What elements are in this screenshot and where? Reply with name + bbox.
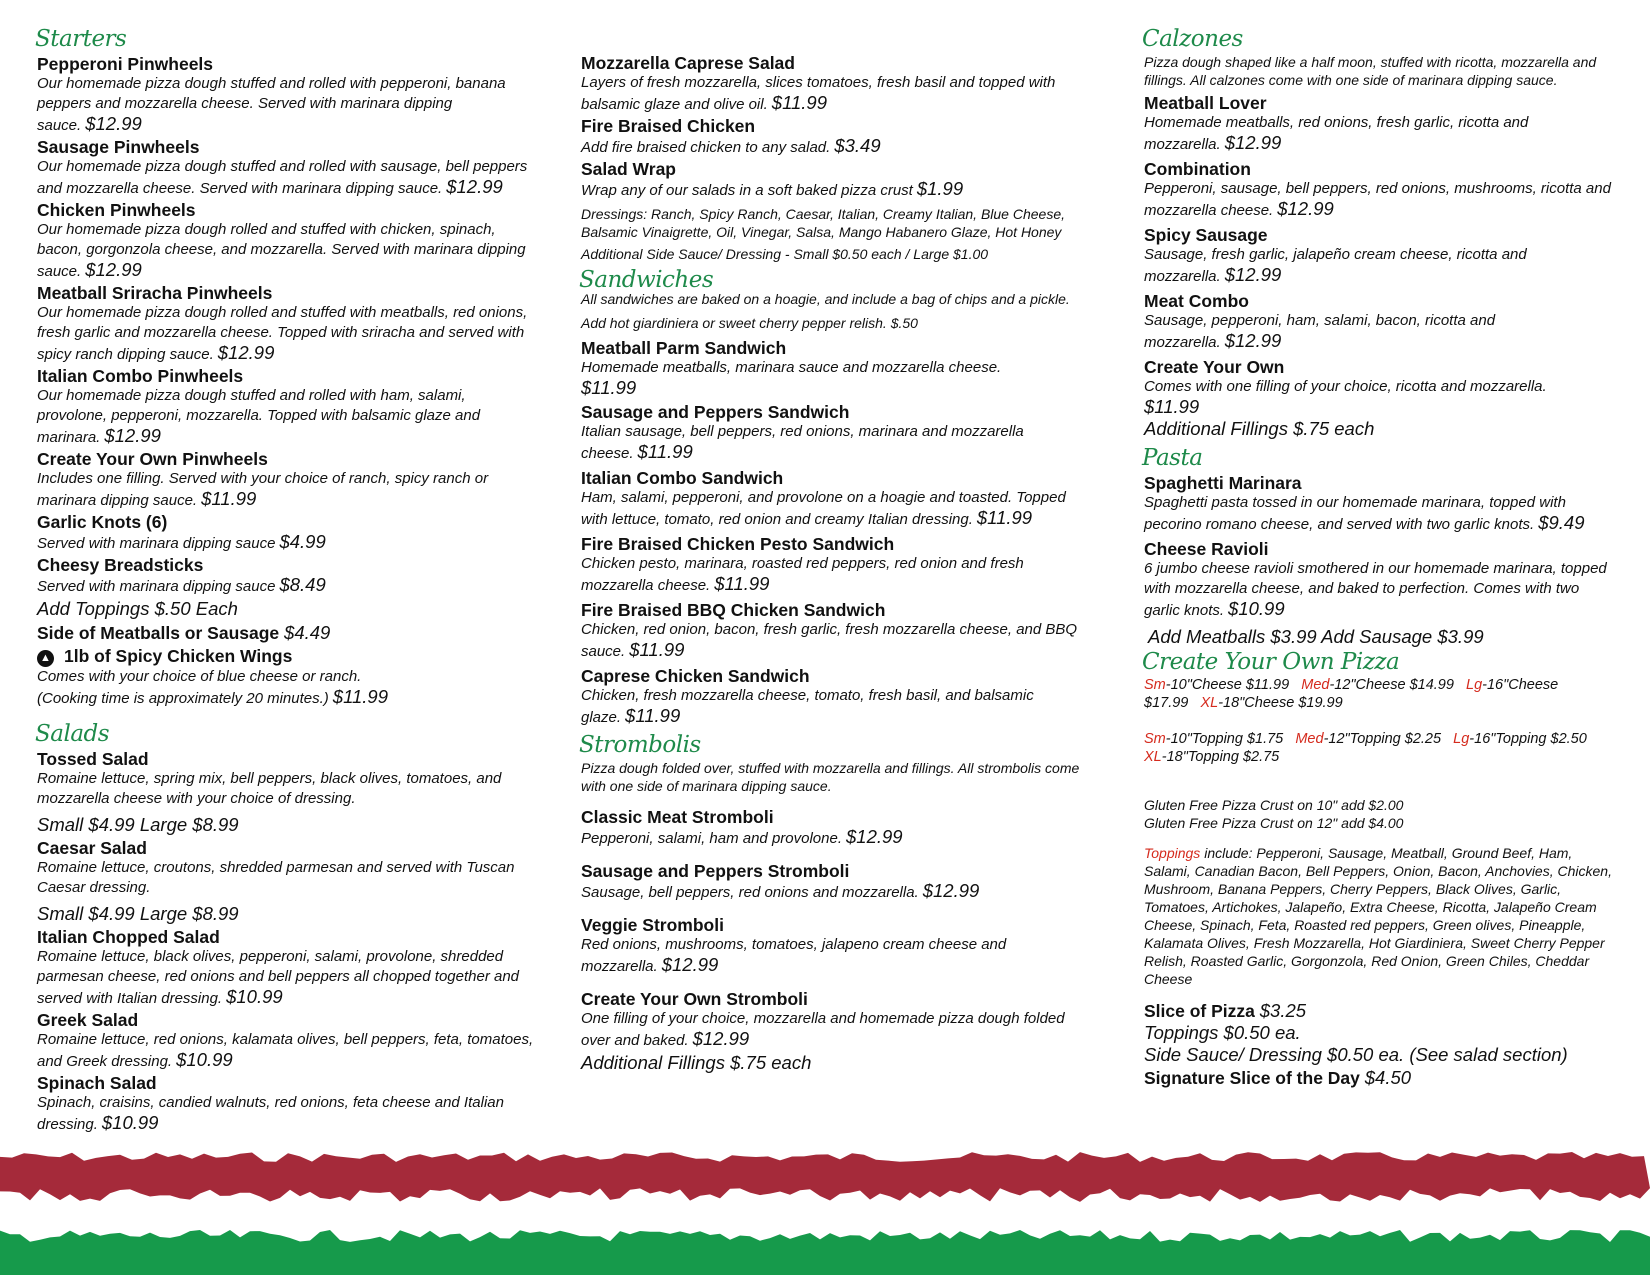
- menu-column-1: [37, 26, 537, 1135]
- section-title-calzones: Calzones: [1142, 26, 1243, 52]
- size-label: Lg: [1466, 677, 1483, 693]
- stromboli-additional: Additional Fillings $.75 each: [581, 1052, 812, 1073]
- item-desc: Romaine lettuce, spring mix, bell peppers, black olives, tomatoes, and mozzarella cheese with your choice of dressing.: [37, 770, 502, 807]
- item-desc: One filling of your choice, mozzarella and homemade pizza dough folded over and baked.: [581, 1010, 1065, 1049]
- item-name: Caprese Chicken Sandwich: [581, 666, 810, 686]
- item-desc: Sausage, bell peppers, red onions and mozzarella.: [581, 884, 919, 901]
- item-name: Garlic Knots (6): [37, 512, 168, 532]
- item-name: Italian Combo Sandwich: [581, 468, 784, 488]
- size-price: -18"Cheese $19.99: [1218, 695, 1343, 711]
- size-label: Med: [1301, 677, 1330, 693]
- pizza-topping-prices: [1144, 730, 1614, 766]
- menu-item: [581, 666, 1081, 728]
- item-desc: Chicken, fresh mozzarella cheese, tomato, fresh basil, and balsamic glaze.: [581, 687, 1034, 726]
- item-name: Sausage Pinwheels: [37, 137, 200, 157]
- item-price: $11.99: [581, 377, 637, 398]
- size-price: -12"Topping $2.25: [1323, 731, 1442, 747]
- menu-item: [581, 159, 1081, 201]
- menu-item: [37, 200, 537, 282]
- flame-icon: ▲: [37, 650, 54, 667]
- size-label: XL: [1144, 749, 1162, 765]
- item-desc: Our homemade pizza dough rolled and stuffed with chicken, spinach, bacon, gorgonzola cheese, and mozzarella. Served with marinara dipping sauce.: [37, 221, 526, 280]
- item-name: Meat Combo: [1144, 291, 1249, 311]
- item-desc: Includes one filling. Served with your choice of ranch, spicy ranch or marinara dipping sauce.: [37, 470, 489, 509]
- size-label: XL: [1200, 695, 1219, 711]
- item-name: Pepperoni Pinwheels: [37, 54, 214, 74]
- menu-item: [37, 927, 537, 1009]
- section-title-strombolis: Strombolis: [579, 732, 701, 758]
- item-price: $11.99: [625, 705, 681, 726]
- item-price: $10.99: [226, 986, 283, 1007]
- menu-item: [37, 646, 537, 709]
- item-price: $10.99: [176, 1049, 233, 1070]
- slice-sauce: Side Sauce/ Dressing $0.50 ea. (See salad section): [1144, 1044, 1568, 1065]
- item-price: $8.49: [279, 574, 326, 595]
- item-name: Italian Combo Pinwheels: [37, 366, 244, 386]
- size-price: -18"Topping $2.75: [1161, 749, 1280, 765]
- item-name: Veggie Stromboli: [581, 915, 724, 935]
- item-desc: Chicken, red onion, bacon, fresh garlic, fresh mozzarella cheese, and BBQ sauce.: [581, 621, 1078, 660]
- menu-item: [581, 807, 1081, 849]
- item-price: $11.99: [714, 573, 770, 594]
- size-label: Med: [1295, 731, 1324, 747]
- item-name: Chicken Pinwheels: [37, 200, 196, 220]
- slice-label: Slice of Pizza: [1144, 1001, 1255, 1021]
- item-name: Greek Salad: [37, 1010, 139, 1030]
- item-price: $12.99: [846, 826, 903, 847]
- item-desc: Pepperoni, sausage, bell peppers, red onions, mushrooms, ricotta and mozzarella cheese.: [1144, 180, 1611, 219]
- item-desc: Romaine lettuce, black olives, pepperoni, salami, provolone, shredded parmesan cheese, red onions and bell peppers all chopped together and served with Italian dressing.: [37, 948, 520, 1007]
- menu-item: [1144, 291, 1614, 353]
- item-desc: Spaghetti pasta tossed in our homemade marinara, topped with pecorino romano cheese, and served with two garlic knots.: [1144, 494, 1566, 533]
- toppings-label: Toppings: [1144, 845, 1201, 861]
- size-price: -16"Cheese $17.99: [1144, 677, 1559, 711]
- menu-item: [37, 838, 537, 926]
- signature-label: Signature Slice of the Day: [1144, 1068, 1360, 1088]
- item-price: $12.99: [661, 954, 719, 975]
- side-sauce-note: Additional Side Sauce/ Dressing - Small $0.50 each / Large $1.00: [581, 246, 989, 262]
- gluten-free-10: Gluten Free Pizza Crust on 10" add $2.00: [1144, 797, 1404, 813]
- item-price: $12.99: [85, 113, 142, 134]
- item-price: $11.99: [976, 507, 1033, 528]
- item-desc: Our homemade pizza dough stuffed and rolled with ham, salami, provolone, pepperoni, mozzarella. Topped with balsamic glaze and marinara.: [37, 387, 481, 446]
- menu-item: [37, 54, 537, 136]
- side-meatballs-label: Side of Meatballs or Sausage: [37, 623, 280, 643]
- item-desc: Sausage, pepperoni, ham, salami, bacon, ricotta and mozzarella.: [1144, 312, 1496, 351]
- section-title-sandwiches: Sandwiches: [579, 267, 714, 293]
- menu-item: [37, 449, 537, 511]
- menu-item: [1144, 473, 1614, 535]
- item-name: 1lb of Spicy Chicken Wings: [64, 646, 293, 666]
- item-price: $11.99: [1144, 396, 1200, 417]
- menu-item: [37, 1010, 537, 1072]
- item-desc: Sausage, fresh garlic, jalapeño cream cheese, ricotta and mozzarella.: [1144, 246, 1527, 285]
- item-price: $12.99: [446, 176, 503, 197]
- item-sizes: Small $4.99 Large $8.99: [37, 814, 239, 835]
- size-price: -10"Cheese $11.99: [1165, 677, 1290, 693]
- menu-item: [581, 989, 1081, 1051]
- menu-item: [1144, 225, 1614, 287]
- item-desc: Served with marinara dipping sauce: [37, 578, 276, 595]
- sandwiches-intro: All sandwiches are baked on a hoagie, and include a bag of chips and a pickle.: [581, 291, 1070, 307]
- item-name: Create Your Own Stromboli: [581, 989, 808, 1009]
- menu-item: [37, 555, 537, 597]
- calzones-intro: Pizza dough shaped like a half moon, stuffed with ricotta, mozzarella and fillings. All calzones come with one side of marinara dipping sauce.: [1144, 54, 1597, 88]
- menu-item: [1144, 159, 1614, 221]
- item-name: Classic Meat Stromboli: [581, 807, 774, 827]
- item-desc: 6 jumbo cheese ravioli smothered in our homemade marinara, topped with mozzarella cheese, and baked to perfection. Comes with two garlic knots.: [1144, 560, 1607, 619]
- item-name: Tossed Salad: [37, 749, 149, 769]
- menu-item: [37, 749, 537, 837]
- menu-item: [37, 137, 537, 199]
- menu-item: [37, 366, 537, 448]
- item-price: $12.99: [1277, 198, 1334, 219]
- menu-item: [37, 1073, 537, 1135]
- toppings-text: include: Pepperoni, Sausage, Meatball, Ground Beef, Ham, Salami, Canadian Bacon, Bell Peppers, Onion, Bacon, Anchovies, Chicken, Mushroom, Banana Peppers, Cherry Peppers, Black Olives, Garlic, Tomatoes, Artichokes, Jalapeño, Extra Cheese, Ricotta, Jalapeño Cream Cheese, Spinach, Feta, Roasted red peppers, Green olives, Pineapple, Kalamata Olives, Fresh Mozzarella, Hot Giardiniera, Sweet Cherry Pepper Relish, Roasted Garlic, Gorgonzola, Red Onion, Green Chiles, Cheddar Cheese: [1144, 845, 1612, 987]
- item-price: $1.99: [916, 178, 964, 199]
- item-desc: Layers of fresh mozzarella, slices tomatoes, fresh basil and topped with balsamic glaze and olive oil.: [581, 74, 1056, 113]
- menu-item: [1144, 93, 1614, 155]
- item-desc: Spinach, craisins, candied walnuts, red onions, feta cheese and Italian dressing.: [37, 1094, 504, 1133]
- item-desc: Homemade meatballs, red onions, fresh garlic, ricotta and mozzarella.: [1144, 114, 1529, 153]
- item-desc: Add fire braised chicken to any salad.: [581, 139, 831, 156]
- section-title-salads: Salads: [35, 721, 110, 747]
- section-title-starters: Starters: [35, 26, 127, 52]
- item-price: $12.99: [85, 259, 142, 280]
- pasta-add: Add Meatballs $3.99 Add Sausage $3.99: [1148, 626, 1484, 647]
- item-desc: (Cooking time is approximately 20 minutes.): [37, 690, 329, 707]
- sandwiches-addon: Add hot giardiniera or sweet cherry pepper relish. $.50: [581, 315, 918, 331]
- item-name: Fire Braised Chicken Pesto Sandwich: [581, 534, 895, 554]
- item-desc: Romaine lettuce, red onions, kalamata olives, bell peppers, feta, tomatoes, and Greek dressing.: [37, 1031, 534, 1070]
- item-name: Fire Braised BBQ Chicken Sandwich: [581, 600, 886, 620]
- calzone-additional: Additional Fillings $.75 each: [1144, 418, 1375, 439]
- item-desc: Romaine lettuce, croutons, shredded parmesan and served with Tuscan Caesar dressing.: [37, 859, 515, 896]
- item-price: $3.49: [834, 135, 881, 156]
- item-price: $12.99: [1224, 264, 1282, 285]
- toppings-list: [1144, 844, 1614, 988]
- item-name: Salad Wrap: [581, 159, 676, 179]
- item-price: $12.99: [692, 1028, 750, 1049]
- item-name: Combination: [1144, 159, 1251, 179]
- size-label: Lg: [1453, 731, 1470, 747]
- menu-item: [581, 402, 1081, 464]
- item-price: $12.99: [1224, 132, 1282, 153]
- item-sizes: Small $4.99 Large $8.99: [37, 903, 239, 924]
- item-name: Spaghetti Marinara: [1144, 473, 1302, 493]
- slice-toppings: Toppings $0.50 ea.: [1144, 1022, 1301, 1043]
- section-title-pasta: Pasta: [1142, 445, 1203, 471]
- gluten-free-12: Gluten Free Pizza Crust on 12" add $4.00: [1144, 815, 1404, 831]
- menu-item: [581, 53, 1081, 115]
- size-label: Sm: [1144, 677, 1166, 693]
- item-desc: Our homemade pizza dough rolled and stuffed with meatballs, red onions, fresh garlic and mozzarella cheese. Topped with sriracha and served with spicy ranch dipping sauce.: [37, 304, 528, 363]
- item-price: $9.49: [1538, 512, 1585, 533]
- size-label: Sm: [1144, 731, 1166, 747]
- menu-item: [581, 600, 1081, 662]
- menu-column-3: [1144, 26, 1614, 1089]
- item-name: Meatball Parm Sandwich: [581, 338, 787, 358]
- item-desc: Served with marinara dipping sauce: [37, 535, 276, 552]
- strombolis-intro: Pizza dough folded over, stuffed with mozzarella and fillings. All strombolis come with one side of marinara dipping sauce.: [581, 760, 1080, 794]
- menu-item: [581, 861, 1081, 903]
- add-toppings: Add Toppings $.50 Each: [37, 598, 238, 619]
- item-price: $4.99: [279, 531, 326, 552]
- item-price: $11.99: [771, 92, 827, 113]
- item-name: Sausage and Peppers Sandwich: [581, 402, 850, 422]
- item-desc: Italian sausage, bell peppers, red onions, marinara and mozzarella cheese.: [581, 423, 1024, 462]
- item-desc: Ham, salami, pepperoni, and provolone on a hoagie and toasted. Topped with lettuce, tomato, red onion and creamy Italian dressing.: [581, 489, 1066, 528]
- item-desc: Pepperoni, salami, ham and provolone.: [581, 830, 842, 847]
- item-name: Create Your Own Pinwheels: [37, 449, 268, 469]
- menu-item: [1144, 357, 1614, 417]
- item-price: $12.99: [104, 425, 161, 446]
- item-price: $12.99: [217, 342, 275, 363]
- item-name: Caesar Salad: [37, 838, 147, 858]
- item-price: $12.99: [922, 880, 980, 901]
- item-price: $10.99: [101, 1112, 159, 1133]
- item-name: Meatball Lover: [1144, 93, 1267, 113]
- item-name: Spinach Salad: [37, 1073, 157, 1093]
- item-desc: Homemade meatballs, marinara sauce and mozzarella cheese.: [581, 359, 1002, 376]
- item-desc: Our homemade pizza dough stuffed and rolled with sausage, bell peppers and mozzarella cheese. Served with marinara dipping sauce.: [37, 158, 528, 197]
- item-price: $10.99: [1228, 598, 1285, 619]
- menu-item: [581, 116, 1081, 158]
- item-name: Cheese Ravioli: [1144, 539, 1269, 559]
- size-price: -12"Cheese $14.99: [1329, 677, 1454, 693]
- item-price: $11.99: [637, 441, 693, 462]
- item-name: Mozzarella Caprese Salad: [581, 53, 795, 73]
- item-desc: Comes with your choice of blue cheese or ranch.: [37, 668, 362, 685]
- item-name: Sausage and Peppers Stromboli: [581, 861, 850, 881]
- menu-item: [581, 468, 1081, 530]
- item-price: $11.99: [629, 639, 685, 660]
- item-price: $11.99: [201, 488, 257, 509]
- item-desc: Chicken pesto, marinara, roasted red peppers, red onion and fresh mozzarella cheese.: [581, 555, 1024, 594]
- pizza-cheese-prices: [1144, 676, 1614, 712]
- size-price: -10"Topping $1.75: [1165, 731, 1284, 747]
- slice-price: $3.25: [1259, 1000, 1307, 1021]
- signature-price: $4.50: [1364, 1067, 1412, 1088]
- item-desc: Our homemade pizza dough stuffed and rolled with pepperoni, banana peppers and mozzarella cheese. Served with marinara dipping sauce.: [37, 75, 506, 134]
- item-name: Meatball Sriracha Pinwheels: [37, 283, 273, 303]
- item-name: Cheesy Breadsticks: [37, 555, 204, 575]
- flag-green-band: [0, 1230, 1650, 1275]
- italian-flag-border: [0, 1150, 1650, 1275]
- menu-item: [581, 915, 1081, 977]
- item-name: Create Your Own: [1144, 357, 1285, 377]
- menu-item: [1144, 539, 1614, 621]
- menu-item: [37, 283, 537, 365]
- menu-item: [37, 512, 537, 554]
- menu-item: [581, 534, 1081, 596]
- item-desc: Red onions, mushrooms, tomatoes, jalapeno cream cheese and mozzarella.: [581, 936, 1007, 975]
- size-price: -16"Topping $2.50: [1469, 731, 1587, 747]
- dressings-list: Dressings: Ranch, Spicy Ranch, Caesar, Italian, Creamy Italian, Blue Cheese, Balsamic Vinaigrette, Oil, Vinegar, Salsa, Mango Habanero Glaze, Hot Honey: [581, 206, 1066, 240]
- menu-item: [581, 338, 1081, 398]
- section-title-pizza: Create Your Own Pizza: [1142, 649, 1400, 675]
- item-name: Italian Chopped Salad: [37, 927, 220, 947]
- item-price: $12.99: [1224, 330, 1282, 351]
- item-name: Fire Braised Chicken: [581, 116, 756, 136]
- side-meatballs-price: $4.49: [284, 622, 331, 643]
- item-price: $11.99: [332, 686, 389, 707]
- item-desc: Comes with one filling of your choice, ricotta and mozzarella.: [1144, 378, 1547, 395]
- menu-column-2: [581, 52, 1081, 1075]
- item-name: Spicy Sausage: [1144, 225, 1268, 245]
- item-desc: Wrap any of our salads in a soft baked pizza crust: [581, 182, 913, 199]
